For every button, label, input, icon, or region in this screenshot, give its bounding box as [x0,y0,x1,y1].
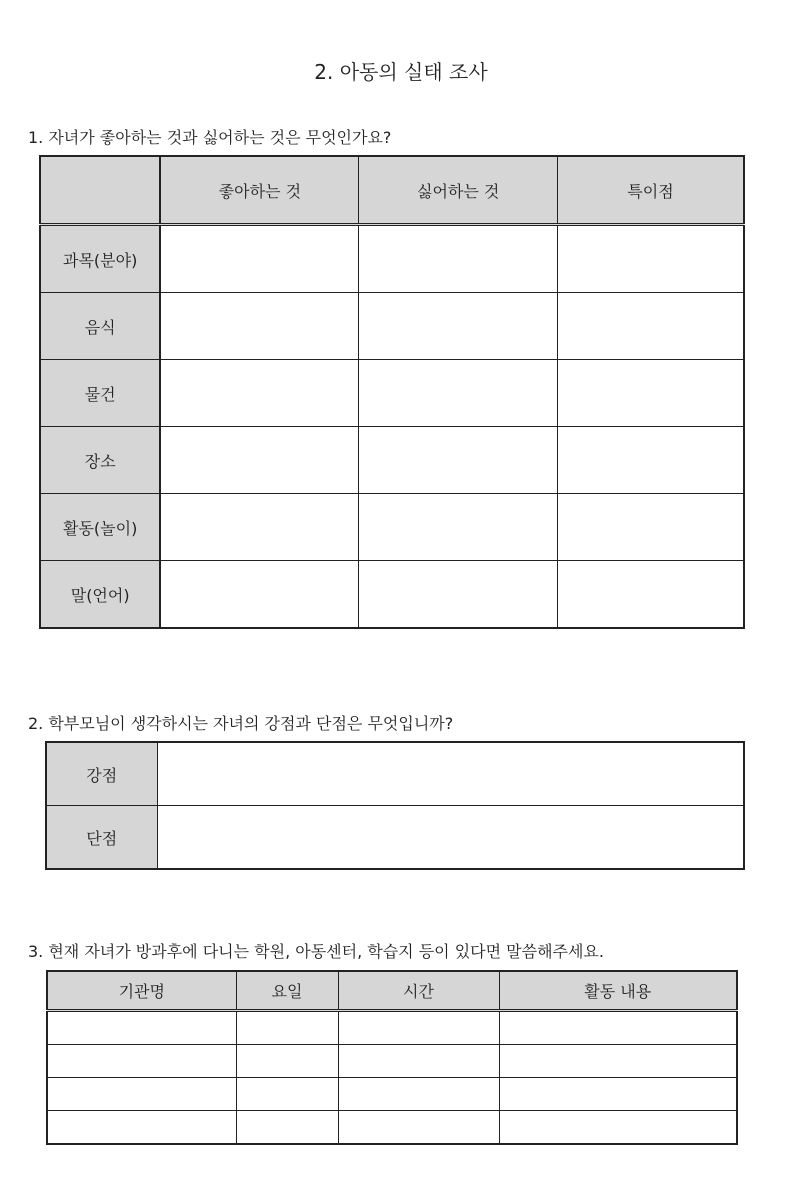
input-cell[interactable] [499,1111,737,1145]
likes-dislikes-table [39,155,745,629]
strengths-weaknesses-table [45,741,745,870]
input-cell[interactable] [157,742,744,806]
input-cell[interactable] [557,561,744,629]
input-cell[interactable] [499,1078,737,1111]
table-row [40,427,744,494]
table-header-row [47,971,737,1011]
input-cell[interactable] [157,806,744,870]
question-1: 1. 자녀가 좋아하는 것과 싫어하는 것은 무엇인가요? [28,128,392,147]
input-cell[interactable] [338,1011,499,1045]
table-row [40,360,744,427]
question-2: 2. 학부모님이 생각하시는 자녀의 강점과 단점은 무엇입니까? [28,714,454,733]
row-label-food: 음식 [40,293,160,360]
input-cell[interactable] [359,494,558,561]
input-cell[interactable] [338,1111,499,1145]
page-title: 2. 아동의 실태 조사 [314,60,488,84]
row-label-activity: 활동(놀이) [40,494,160,561]
table-row [47,1011,737,1045]
input-cell[interactable] [47,1045,236,1078]
input-cell[interactable] [499,1045,737,1078]
input-cell[interactable] [160,427,359,494]
input-cell[interactable] [359,293,558,360]
header-dislikes: 싫어하는 것 [359,156,558,225]
table-header-row [40,156,744,225]
input-cell[interactable] [557,360,744,427]
input-cell[interactable] [557,494,744,561]
header-likes: 좋아하는 것 [160,156,359,225]
row-label-language: 말(언어) [40,561,160,629]
input-cell[interactable] [359,225,558,293]
corner-cell [40,156,160,225]
input-cell[interactable] [557,225,744,293]
input-cell[interactable] [499,1011,737,1045]
table-row [40,225,744,293]
table-row [47,1111,737,1145]
row-label-weakness: 단점 [46,806,157,870]
input-cell[interactable] [160,293,359,360]
header-notes: 특이점 [557,156,744,225]
input-cell[interactable] [338,1078,499,1111]
input-cell[interactable] [359,427,558,494]
table-row [46,742,744,806]
header-time: 시간 [338,971,499,1011]
row-label-place: 장소 [40,427,160,494]
table-row [47,1078,737,1111]
table-row [40,494,744,561]
table-row [40,561,744,629]
input-cell[interactable] [359,561,558,629]
header-activity: 활동 내용 [499,971,737,1011]
input-cell[interactable] [47,1011,236,1045]
table-row [46,806,744,870]
row-label-strength: 강점 [46,742,157,806]
header-institution: 기관명 [47,971,236,1011]
input-cell[interactable] [557,293,744,360]
input-cell[interactable] [160,225,359,293]
input-cell[interactable] [236,1045,338,1078]
row-label-object: 물건 [40,360,160,427]
input-cell[interactable] [557,427,744,494]
input-cell[interactable] [160,360,359,427]
input-cell[interactable] [47,1111,236,1145]
input-cell[interactable] [47,1078,236,1111]
input-cell[interactable] [236,1078,338,1111]
table-row [40,293,744,360]
question-3: 3. 현재 자녀가 방과후에 다니는 학원, 아동센터, 학습지 등이 있다면 말씀해주세요. [28,942,604,961]
input-cell[interactable] [359,360,558,427]
input-cell[interactable] [236,1011,338,1045]
input-cell[interactable] [160,561,359,629]
row-label-subject: 과목(분야) [40,225,160,293]
input-cell[interactable] [236,1111,338,1145]
header-day: 요일 [236,971,338,1011]
input-cell[interactable] [338,1045,499,1078]
afterschool-table [46,970,738,1145]
input-cell[interactable] [160,494,359,561]
table-row [47,1045,737,1078]
